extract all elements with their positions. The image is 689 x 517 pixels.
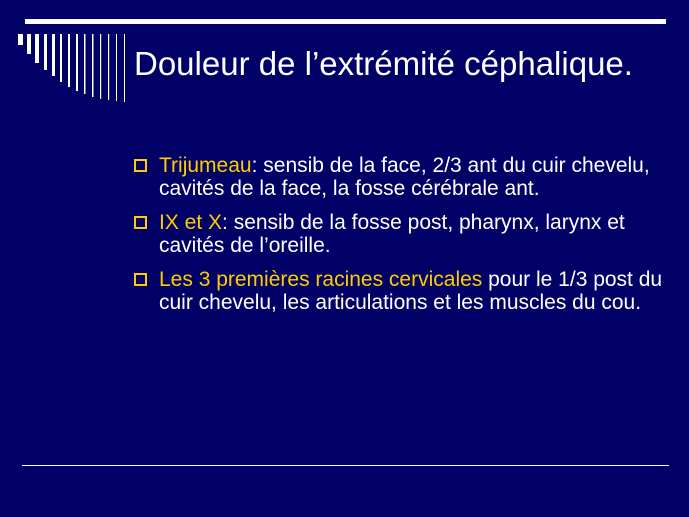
square-bullet-icon	[134, 273, 147, 286]
decorative-stripes	[18, 34, 138, 102]
slide-title: Douleur de l’extrémité céphalique.	[134, 45, 633, 82]
bottom-rule	[22, 465, 669, 466]
bullet-text: pour le 1/3 post du cuir chevelu, les articulations et les muscles du cou.	[159, 268, 663, 314]
bullet-term: IX et X	[159, 211, 223, 234]
bullet-term: Les 3 premières racines cervicales	[159, 268, 483, 291]
bullet-item	[134, 211, 664, 257]
bullet-item	[134, 268, 664, 314]
top-rule	[25, 19, 666, 24]
bullet-list	[134, 154, 664, 325]
square-bullet-icon	[134, 159, 147, 172]
square-bullet-icon	[134, 216, 147, 229]
bullet-item	[134, 154, 664, 200]
bullet-term: Trijumeau	[159, 154, 252, 177]
bullet-text: : sensib de la fosse post, pharynx, larynx et cavités de l’oreille.	[159, 211, 625, 257]
bullet-text: : sensib de la face, 2/3 ant du cuir chevelu, cavités de la face, la fosse cérébrale ant.	[159, 154, 650, 200]
